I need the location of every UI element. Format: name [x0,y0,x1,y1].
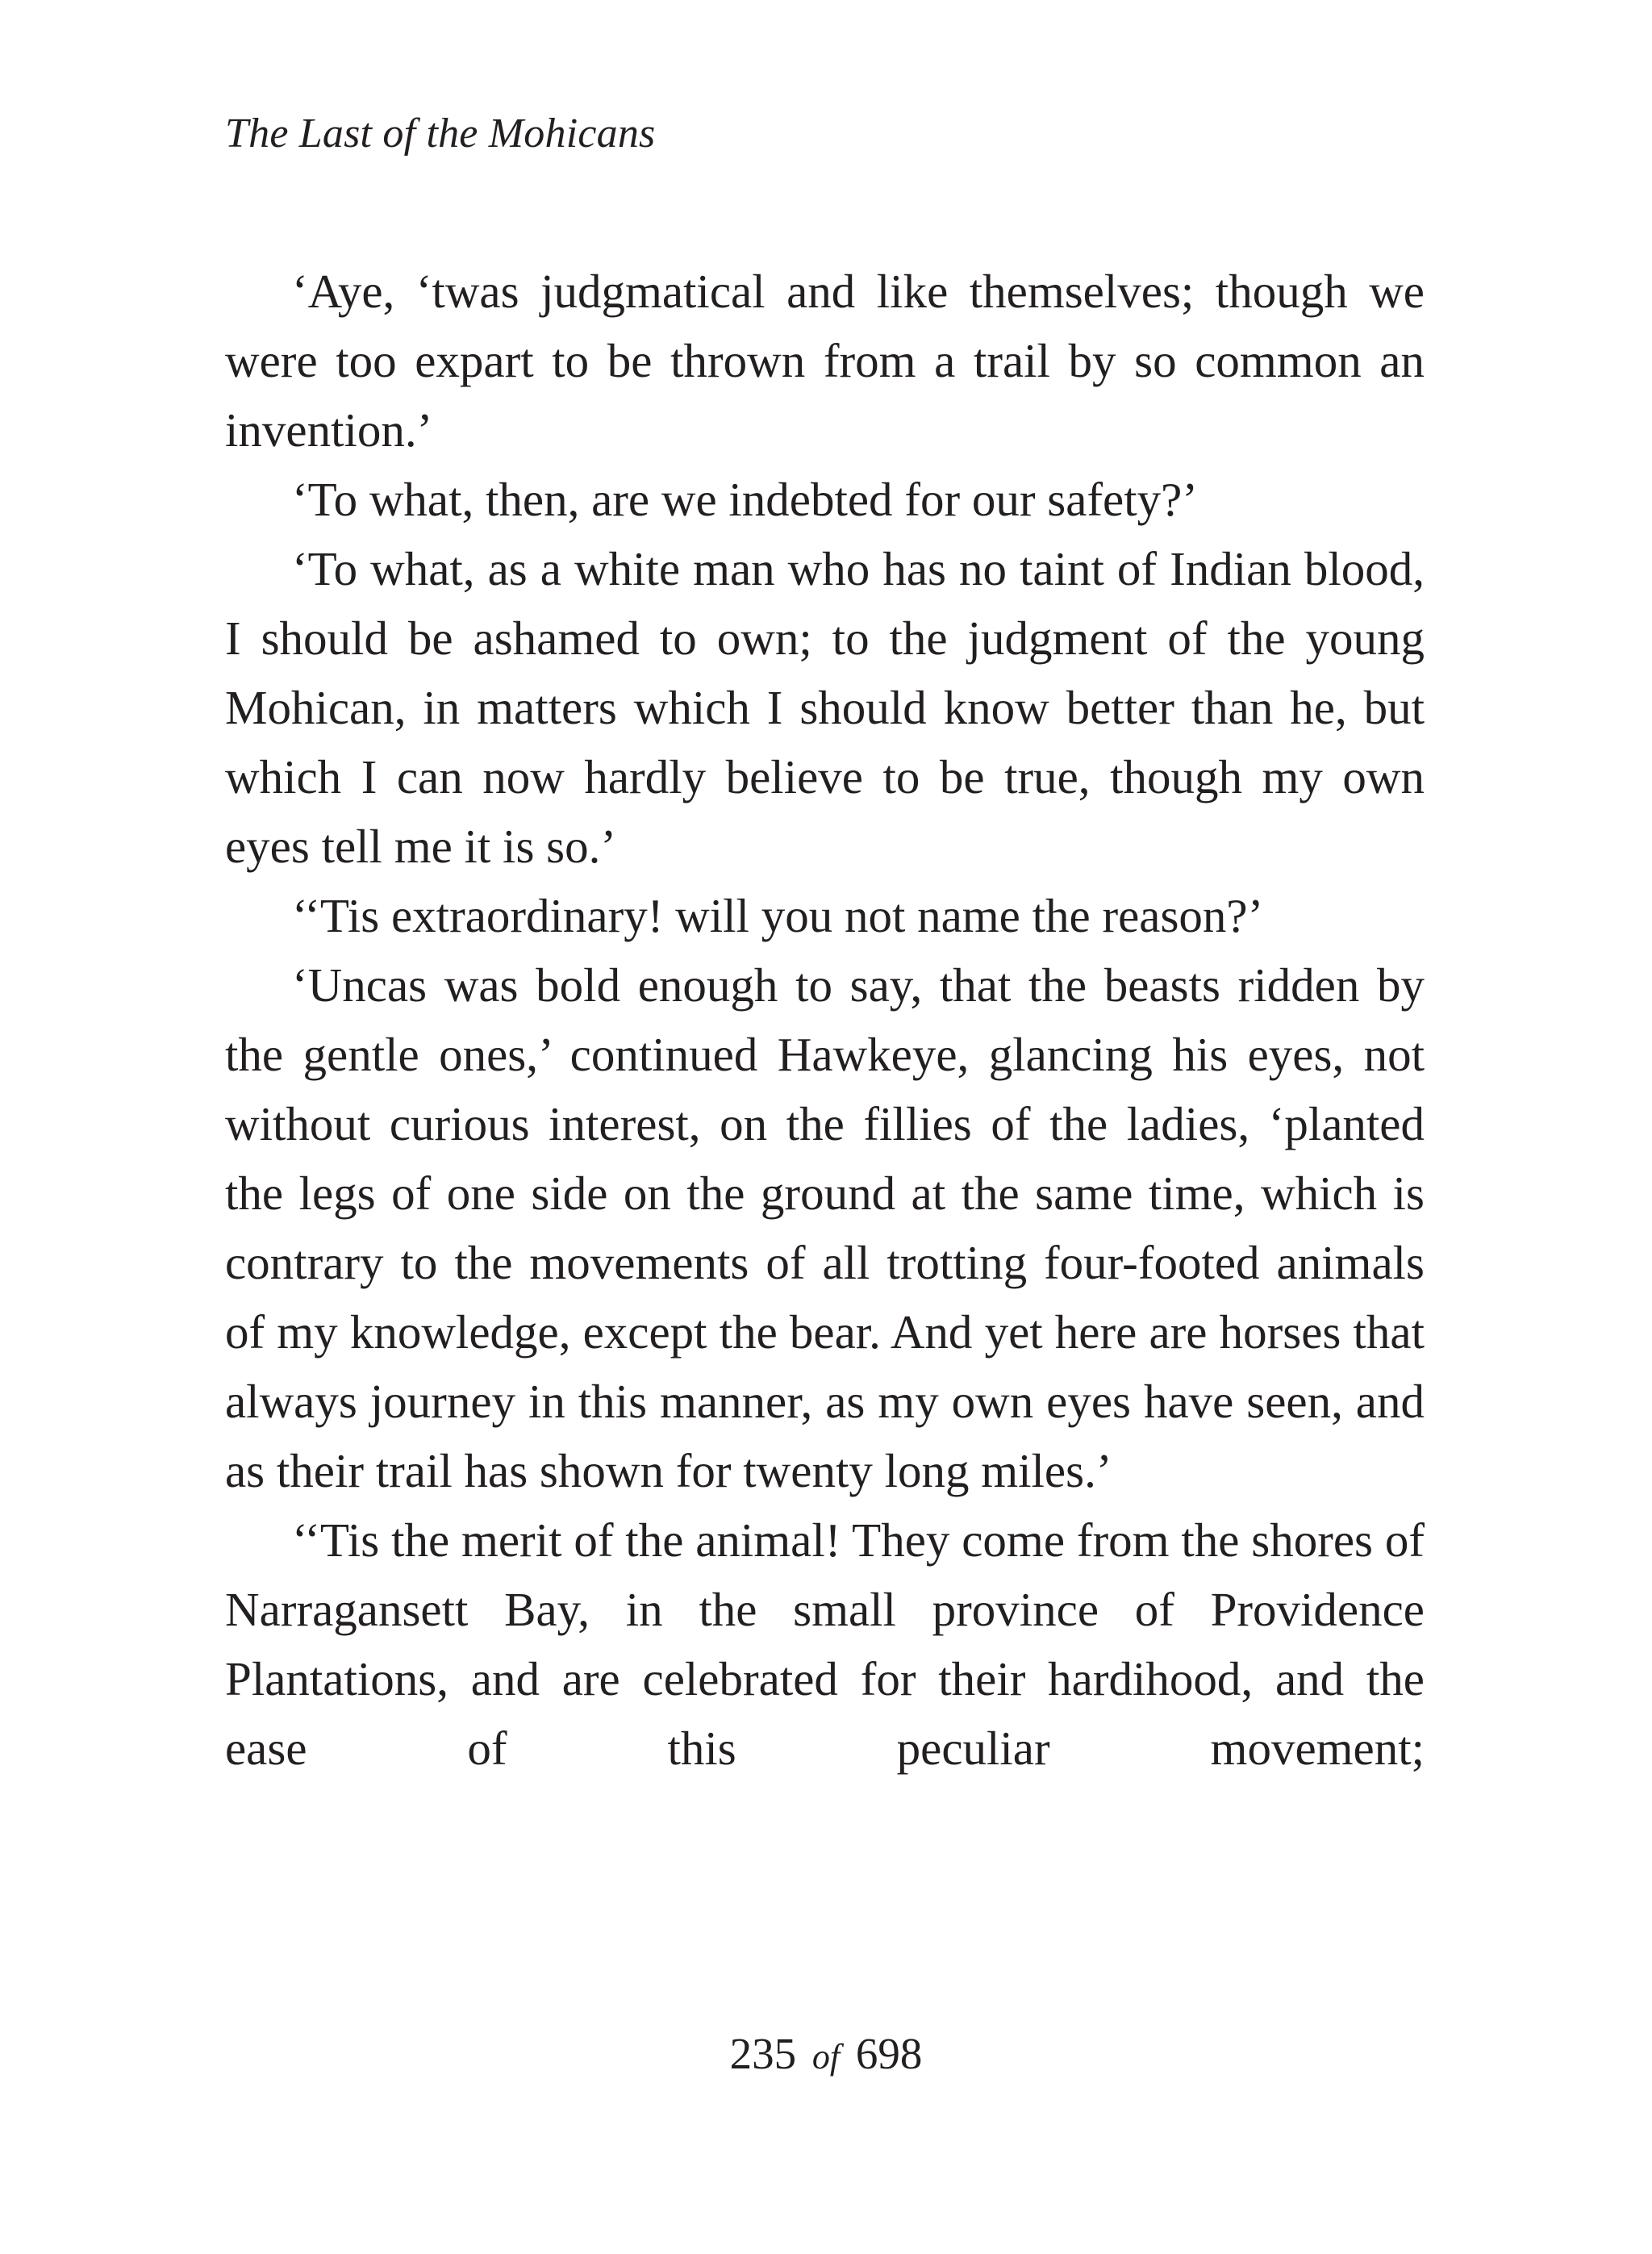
page-number-separator: of [811,2037,841,2077]
page-number [0,2023,1652,2088]
page-body [225,257,1425,1783]
running-head: The Last of the Mohicans [225,111,656,157]
paragraph: ‘Uncas was bold enough to say, that the beasts ridden by the gentle ones,’ continued Hawkeye, glancing his eyes, not without curious interest, on the fillies of the ladies, ‘planted the legs of one side on the ground at the same time, which is contrary to the movements of all trotting four-footed animals of my knowledge, except the bear. And yet here are horses that always journey in this manner, as my own eyes have seen, and as their trail has shown for twenty long miles.’ [225,958,1425,1497]
paragraph: ‘To what, then, are we indebted for our safety?’ [292,473,1198,526]
paragraph: ‘Aye, ‘twas judgmatical and like themselves; though we were too expart to be thrown from a trail by so common an invention.’ [225,265,1425,457]
paragraph: ‘‘Tis extraordinary! will you not name the reason?’ [292,889,1264,942]
paragraph: ‘To what, as a white man who has no taint of Indian blood, I should be ashamed to own; to the judgment of the young Mohican, in matters which I should know better than he, but which I can now hardly believe to be true, though my own eyes tell me it is so.’ [225,542,1425,873]
page-number-current: 235 [729,2029,797,2078]
page-number-total: 698 [855,2029,923,2078]
paragraph: ‘‘Tis the merit of the animal! They come from the shores of Narragansett Bay, in the small province of Providence Plantations, and are celebrated for their hardihood, and the ease of this peculiar movement; [225,1513,1425,1775]
